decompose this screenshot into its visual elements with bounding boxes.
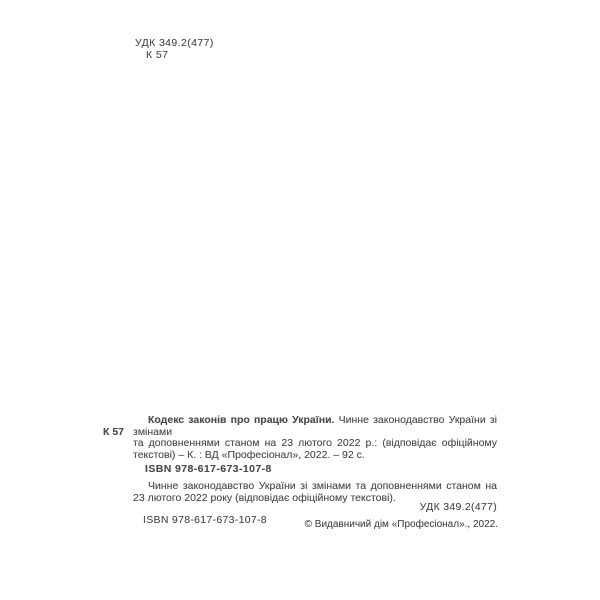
- isbn-footer: ISBN 978-617-673-107-8: [143, 514, 267, 526]
- catalog-code-top: К 57: [146, 49, 169, 61]
- catalog-card-line1-rest: Чинне законодавство України зі змінами: [133, 414, 498, 438]
- annotation-line1: Чинне законодавство України зі змінами та доповненнями станом на: [148, 480, 497, 492]
- annotation-line2: 23 лютого 2022 року (відповідає офіційному текстові).: [133, 491, 396, 504]
- udk-code-bottom: УДК 349.2(477): [419, 501, 497, 513]
- top-classification-block: [135, 37, 214, 61]
- catalog-card-entry: [103, 414, 498, 461]
- catalog-card-line3: текстові) – К. : ВД «Професіонал», 2022. – 92 с.: [133, 448, 365, 461]
- catalog-card-line2: та доповненнями станом на 23 лютого 2022 р.: (відповідає офіційному: [133, 437, 497, 450]
- catalog-card-margin-code: К 57: [103, 425, 125, 438]
- copyright-notice: © Видавничий дім «Професіонал»., 2022.: [304, 519, 498, 530]
- catalog-card-line1: [133, 415, 497, 438]
- isbn-main: ISBN 978-617-673-107-8: [145, 463, 272, 475]
- book-title: Кодекс законів про працю України.: [148, 414, 335, 426]
- udk-code-top: УДК 349.2(477): [135, 37, 214, 49]
